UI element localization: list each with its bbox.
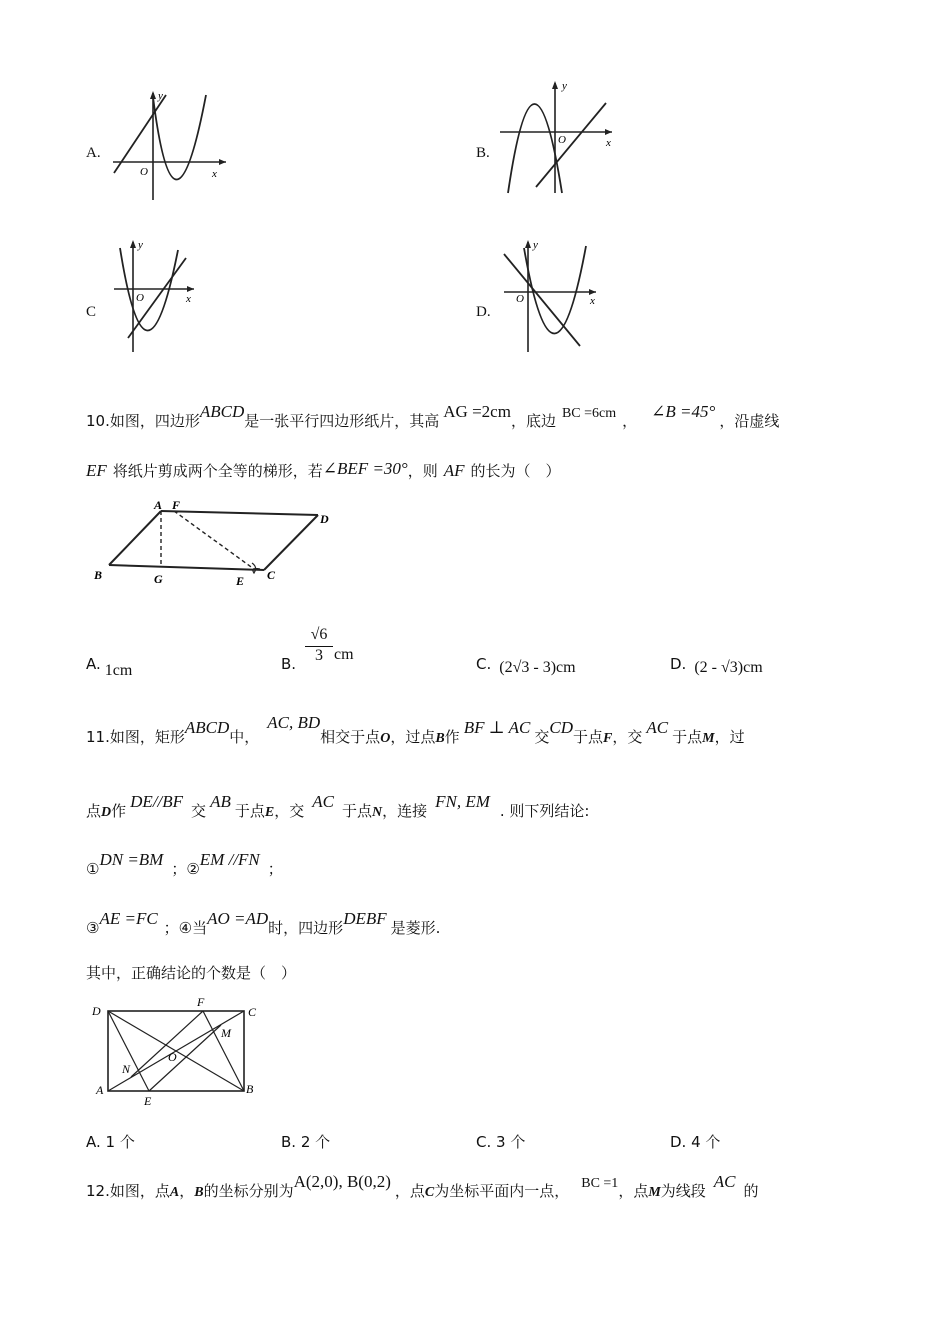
option-c-label: C [86,304,97,320]
q11-text: 时，四边形 [268,919,344,937]
q12-text: ，点 [618,1182,649,1200]
axis-x-label: x [186,293,191,305]
point-label: C [267,568,276,582]
point-label: D [320,512,329,526]
math: AC, BD [267,713,321,732]
point-label: E [144,1094,152,1108]
q12-text: 的坐标分别为 [203,1182,294,1200]
q11-figure [86,993,266,1108]
q11-text: 作 [111,802,127,820]
q10-text: ，沿虚线 [719,412,780,430]
q11-choice-b[interactable] [281,1131,330,1152]
q10-text: 的长为（ ） [470,462,561,480]
statement-marker: ③ [86,919,100,937]
math: EF [86,461,107,480]
point-label: O [168,1050,177,1064]
q11-text: ；④当 [163,919,208,937]
q11-text: ； [267,860,283,878]
point-ref: E [264,805,275,820]
statement-marker: ① [86,860,100,878]
point-ref: B [435,731,445,746]
axis-y-label: y [138,239,143,251]
point-label: G [154,572,163,586]
origin-label: O [516,293,524,305]
point-ref: M [702,731,715,746]
point-label: B [94,568,103,582]
math: AF [443,461,465,480]
q10-text: ， [622,412,638,430]
q11-text: 点 [86,802,102,820]
q11-text: ，过点 [390,728,436,746]
point-ref: F [603,731,613,746]
option-a-label: A. [86,145,101,161]
point-label: D [92,1004,101,1018]
math: BF ⊥ AC [463,718,531,737]
axis-y-label: y [158,90,163,102]
fraction-denominator: 3 [305,646,333,665]
math: BC =1 [581,1176,619,1191]
q10-choice-b[interactable] [281,655,296,673]
q10-choice-a[interactable] [86,655,133,679]
q12-text: 为坐标平面内一点， [434,1182,570,1200]
choice-label: A. [86,1133,101,1151]
point-ref: N [371,805,383,820]
math: AO =AD [207,909,269,928]
math: AC [646,718,669,737]
origin-label: O [558,134,566,146]
origin-label: O [140,166,148,178]
q11-text: 相交于点 [320,728,381,746]
question-number: 12. [86,1182,110,1200]
math: ∠BEF =30° [322,459,408,478]
q10-choice-d[interactable] [670,655,763,674]
q11-question: 其中，正确结论的个数是（ ） [86,964,297,982]
math: DN =BM [99,850,164,869]
q11-text: ，交 [612,728,643,746]
q11-text: 交 [534,728,550,746]
point-ref: M [648,1185,661,1200]
math: BC =6cm [561,406,617,421]
choice-value: 1 个 [105,1133,135,1151]
math: AE =FC [99,909,158,928]
q11-text: ；② [171,860,200,878]
graph-b [496,75,621,195]
option-d-label: D. [476,304,491,320]
q11-statements-3-4 [86,909,441,938]
math: AB [210,792,231,811]
choice-value: 3 个 [496,1133,526,1151]
point-ref: D [101,805,112,820]
choice-value: 2 个 [300,1133,331,1151]
unit: cm [334,646,354,663]
q11-text: 作 [444,728,460,746]
math: AG =2cm [443,402,511,421]
q11-text: 交 [191,802,207,820]
point-label: E [236,574,245,588]
point-label: F [197,995,205,1009]
q11-line1 [86,713,745,747]
q11-text: 于点 [341,802,372,820]
origin-label: O [136,292,144,304]
q11-text: 如图，矩形 [109,728,185,746]
math: ∠B =45° [651,402,716,421]
choice-label: D. [670,1133,687,1151]
point-label: A [96,1083,104,1097]
q11-text: 中， [229,728,260,746]
graph-d [496,236,606,356]
math: AC [713,1172,736,1191]
axis-x-label: x [212,168,217,180]
q10-text: ，底边 [510,412,556,430]
choice-label: D. [670,655,687,673]
q11-choice-a[interactable] [86,1131,135,1152]
q11-text: ，过 [714,728,745,746]
q10-line2 [86,460,561,481]
choice-value: (2 - √3)cm [694,659,763,676]
q10-choice-c[interactable] [476,655,576,674]
math: EM //FN [199,850,260,869]
question-number: 11. [86,728,110,746]
choice-label: B. [281,655,297,673]
q11-text: ，连接 [382,802,428,820]
point-label: C [248,1005,257,1019]
q10-figure [86,495,346,595]
q11-text: . 则下列结论: [499,802,590,820]
q11-line2 [86,792,590,821]
question-number: 10. [86,412,110,430]
q10-text: 是一张平行四边形纸片，其高 [244,412,440,430]
q11-choice-c[interactable] [476,1131,525,1152]
point-ref: C [424,1185,435,1200]
axis-y-label: y [562,80,567,92]
fraction [305,626,333,665]
q12-text: 如图，点 [109,1182,170,1200]
point-label: B [246,1082,254,1096]
q10-line1 [86,402,780,431]
q12-text: ， [179,1182,195,1200]
q11-text: 是菱形. [390,919,441,937]
q11-text: 于点 [573,728,604,746]
math: DEBF [343,909,387,928]
math: DE//BF [130,792,184,811]
choice-label: A. [86,655,101,673]
graph-c [108,236,208,356]
axis-x-label: x [590,295,595,307]
math: A(2,0), B(0,2) [293,1172,391,1191]
math: ABCD [184,718,230,737]
q10-text: 如图，四边形 [109,412,200,430]
axis-y-label: y [533,239,538,251]
q10-text: 将纸片剪成两个全等的梯形，若 [112,462,323,480]
graph-a [108,85,233,205]
point-label: F [172,498,181,512]
q12-text: 的 [743,1182,759,1200]
math: FN, EM [435,792,490,811]
point-ref: O [380,731,391,746]
option-b-label: B. [476,145,490,161]
math: ABCD [199,402,245,421]
math: AC [312,792,334,811]
choice-value: 1cm [104,662,133,679]
choice-label: B. [281,1133,297,1151]
q10-text: ，则 [407,462,438,480]
fraction-numerator: √6 [310,626,328,643]
q11-text: 于点 [672,728,703,746]
axis-x-label: x [606,137,611,149]
point-ref: B [194,1185,204,1200]
choice-label: C. [476,1133,492,1151]
q11-statements-1-2 [86,850,283,879]
q11-text: ，交 [274,802,305,820]
point-label: A [154,498,163,512]
point-label: N [122,1062,131,1076]
point-label: M [221,1026,231,1040]
choice-value: 4 个 [691,1133,721,1151]
point-ref: A [169,1185,180,1200]
choice-label: C. [476,655,492,673]
q12-line1 [86,1172,759,1201]
q11-text: 于点 [234,802,265,820]
q12-text: ，点 [394,1182,425,1200]
q11-choice-d[interactable] [670,1131,720,1152]
math: CD [549,718,573,737]
q12-text: 为线段 [660,1182,706,1200]
choice-value: (2√3 - 3)cm [499,659,576,676]
